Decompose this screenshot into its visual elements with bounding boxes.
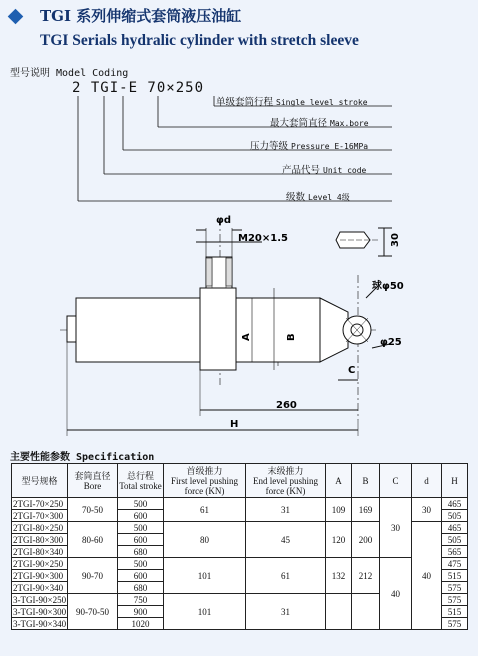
label-phi25: φ25 (380, 337, 402, 348)
cell-H: 505 (442, 510, 468, 522)
cell-d: 30 (412, 498, 442, 522)
table-header-row (12, 464, 468, 498)
table-row (12, 498, 468, 510)
cell-stroke: 500 (118, 558, 164, 570)
header-d: d (412, 464, 442, 498)
cell-C: 30 (380, 498, 412, 558)
cell-stroke: 600 (118, 570, 164, 582)
cell-H: 575 (442, 618, 468, 630)
cell-d: 40 (412, 522, 442, 630)
cell-model: 3-TGI-90×300 (13, 606, 67, 617)
cell-B-empty (352, 594, 380, 630)
title-english: TGI Serials hydralic cylinder with stretch sleeve (40, 32, 359, 49)
label-A: A (241, 333, 252, 341)
cell-H: 575 (442, 582, 468, 594)
label-C: C (348, 365, 356, 376)
cell-A: 132 (326, 558, 352, 594)
cell-end-force: 61 (246, 558, 326, 594)
cell-model: 3-TGI-90×250 (13, 594, 67, 605)
cell-B: 200 (352, 522, 380, 558)
explanation-unit-code: 产品代号 Unit code (282, 165, 367, 176)
cell-stroke: 1020 (118, 618, 164, 630)
cell-stroke: 900 (118, 606, 164, 618)
label-thread: M20×1.5 (238, 233, 288, 244)
label-dim-30: 30 (390, 233, 401, 247)
cell-stroke: 680 (118, 546, 164, 558)
cell-stroke: 600 (118, 510, 164, 522)
model-coding-title: 型号说明 Model Coding (10, 68, 129, 79)
cell-H: 475 (442, 558, 468, 570)
header-first-force: 首级推力 First level pushing force (KN) (164, 464, 246, 498)
cell-stroke: 600 (118, 534, 164, 546)
label-ball: 球φ50 (372, 281, 404, 292)
cell-bore: 90-70 (68, 558, 118, 594)
cell-H: 465 (442, 498, 468, 510)
cell-stroke: 500 (118, 498, 164, 510)
cell-H: 565 (442, 546, 468, 558)
cell-first-force: 101 (164, 594, 246, 630)
cell-model: 2TGI-80×250 (12, 522, 68, 534)
header-B: B (352, 464, 380, 498)
cell-H: 505 (442, 534, 468, 546)
cell-B: 169 (352, 498, 380, 522)
cell-H: 515 (442, 606, 468, 618)
header-stroke: 总行程 Total stroke (118, 464, 164, 498)
explanation-stroke: 单级套筒行程 Single level stroke (216, 97, 368, 108)
cell-model: 2TGI-80×340 (12, 546, 68, 558)
cell-end-force: 31 (246, 594, 326, 630)
cell-bore: 90-70-50 (68, 594, 118, 630)
cell-model: 2TGI-90×300 (12, 570, 68, 582)
cell-model: 3-TGI-90×340 (13, 618, 67, 629)
header-H: H (442, 464, 468, 498)
cell-model: 2TGI-80×300 (12, 534, 68, 546)
cell-first-force: 80 (164, 522, 246, 558)
cell-stroke: 750 (118, 594, 164, 606)
cell-model: 2TGI-90×250 (12, 558, 68, 570)
cell-bore: 70-50 (68, 498, 118, 522)
cell-model: 2TGI-90×340 (12, 582, 68, 594)
label-H: H (230, 419, 239, 430)
cell-H: 465 (442, 522, 468, 534)
explanation-pressure: 压力等级 Pressure E-16MPa (250, 141, 369, 152)
label-phi-d: φd (216, 215, 231, 226)
header-model: 型号规格 (12, 464, 68, 498)
cell-stroke: 680 (118, 582, 164, 594)
title-chinese: TGI 系列伸缩式套筒液压油缸 (40, 7, 242, 25)
cell-first-force: 101 (164, 558, 246, 594)
cell-A: 120 (326, 522, 352, 558)
explanation-bore: 最大套筒直径 Max.bore (270, 118, 369, 129)
cell-H: 575 (442, 594, 468, 606)
spec-title: 主要性能参数 Specification (10, 452, 155, 463)
cell-stroke: 500 (118, 522, 164, 534)
header-bore: 套筒直径 Bore (68, 464, 118, 498)
cell-A: 109 (326, 498, 352, 522)
header-C: C (380, 464, 412, 498)
cell-C: 40 (380, 558, 412, 630)
cell-end-force: 45 (246, 522, 326, 558)
table-row (12, 558, 468, 570)
cell-end-force: 31 (246, 498, 326, 522)
model-code: 2 TGI-E 70×250 (72, 80, 205, 96)
spec-table (11, 463, 468, 630)
cell-A-empty (326, 594, 352, 630)
cell-H: 515 (442, 570, 468, 582)
cell-model: 2TGI-70×250 (12, 498, 68, 510)
cell-first-force: 61 (164, 498, 246, 522)
cell-B: 212 (352, 558, 380, 594)
label-dim-260: 260 (276, 400, 297, 411)
header-end-force: 末级推力 End level pushing force (KN) (246, 464, 326, 498)
label-B: B (286, 333, 297, 341)
cell-bore: 80-60 (68, 522, 118, 558)
header-A: A (326, 464, 352, 498)
explanation-level: 级数 Level 4级 (286, 192, 350, 203)
cell-model: 2TGI-70×300 (12, 510, 68, 522)
